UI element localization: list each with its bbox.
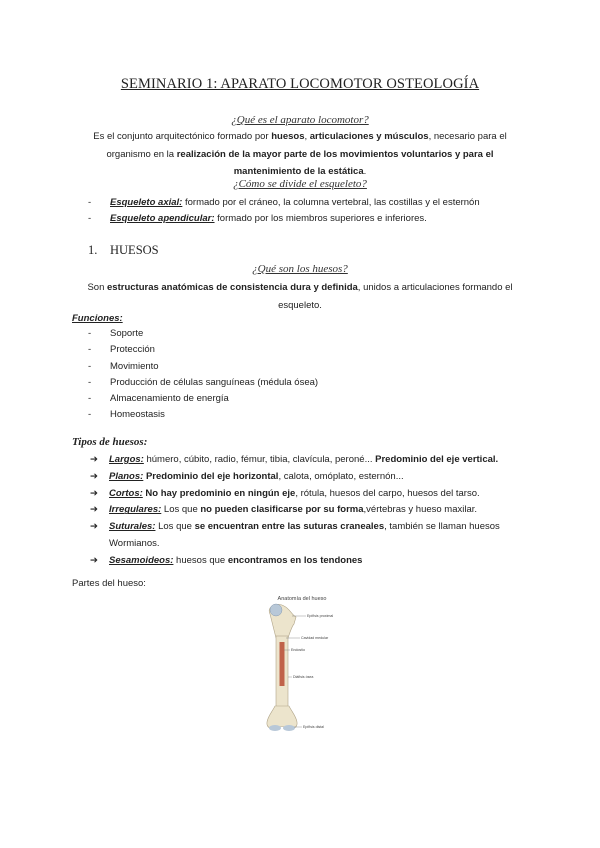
partes-heading: Partes del hueso: bbox=[72, 578, 146, 589]
figure-label: Endostio bbox=[291, 648, 305, 652]
figure-label: Epífisis proximal bbox=[307, 614, 334, 618]
list-item: - Protección bbox=[88, 342, 318, 358]
funciones-list bbox=[88, 326, 318, 424]
definition-paragraph: Es el conjunto arquitectónico formado por huesos, articulaciones y músculos, necesario para el organismo en la realización de la mayor parte de los movimientos voluntarios y para el mantenimiento de la estática. bbox=[93, 131, 507, 177]
list-item: - Esqueleto axial: formado por el cráneo, la columna vertebral, las costillas y el esternón bbox=[88, 195, 480, 211]
femur-illustration bbox=[248, 590, 352, 740]
arrow-icon: ➔ bbox=[90, 554, 98, 566]
list-item: - Almacenamiento de energía bbox=[88, 391, 318, 407]
arrow-icon: ➔ bbox=[90, 470, 98, 482]
question-division-esqueleto: ¿Cómo se divide el esqueleto? bbox=[233, 178, 367, 190]
section-heading-huesos: 1. HUESOS bbox=[88, 243, 159, 257]
arrow-icon: ➔ bbox=[90, 454, 98, 465]
list-item: ➔ Planos: Predominio del eje horizontal, calota, omóplato, esternón... bbox=[90, 469, 530, 486]
medullary-cavity bbox=[280, 642, 285, 686]
arrow-icon: ➔ bbox=[90, 521, 98, 533]
arrow-icon: ➔ bbox=[90, 504, 98, 516]
list-item: ➔ Suturales: Los que se encuentran entre las suturas craneales, también se llaman huesos Wormianos. bbox=[90, 521, 500, 549]
funciones-heading: Funciones: bbox=[72, 313, 123, 324]
list-item: ➔ Sesamoideos: huesos que encontramos en los tendones bbox=[90, 553, 530, 570]
list-item: ➔ Irregulares: Los que no pueden clasificarse por su forma,vértebras y hueso maxilar. bbox=[90, 502, 530, 519]
figure-label: Epífisis distal bbox=[303, 725, 324, 729]
figure-label: Diáfisis ósea bbox=[293, 675, 314, 679]
question-aparato-locomotor: ¿Qué es el aparato locomotor? bbox=[231, 114, 369, 126]
list-item: - Homeostasis bbox=[88, 407, 318, 423]
femoral-head bbox=[270, 604, 282, 616]
figure-title: Anatomía del hueso bbox=[277, 596, 327, 602]
list-item: ➔ Largos: húmero, cúbito, radio, fémur, tibia, clavícula, peroné... Predominio del eje vertical. bbox=[90, 452, 530, 469]
page-title: SEMINARIO 1: APARATO LOCOMOTOR OSTEOLOGÍA bbox=[120, 76, 480, 92]
tipos-list bbox=[90, 452, 530, 570]
bone-anatomy-figure bbox=[248, 590, 352, 743]
list-item: - Esqueleto apendicular: formado por los miembros superiores e inferiores. bbox=[88, 211, 480, 227]
list-item: - Movimiento bbox=[88, 359, 318, 375]
arrow-icon: ➔ bbox=[90, 487, 98, 499]
distal-cartilage bbox=[269, 725, 281, 731]
question-que-son-huesos: ¿Qué son los huesos? bbox=[252, 263, 348, 275]
figure-label: Cavidad medular bbox=[301, 636, 329, 640]
list-item: ➔ Cortos: No hay predominio en ningún eje, rótula, huesos del carpo, huesos del tarso. bbox=[90, 486, 530, 503]
distal-epiphysis bbox=[267, 706, 297, 729]
division-list bbox=[88, 195, 480, 228]
distal-cartilage bbox=[283, 725, 295, 731]
list-item: - Producción de células sanguíneas (médula ósea) bbox=[88, 375, 318, 391]
list-item: - Soporte bbox=[88, 326, 318, 342]
huesos-definition: Son estructuras anatómicas de consistencia dura y definida, unidos a articulaciones formando el esqueleto. bbox=[87, 282, 513, 311]
tipos-heading: Tipos de huesos: bbox=[72, 436, 148, 448]
